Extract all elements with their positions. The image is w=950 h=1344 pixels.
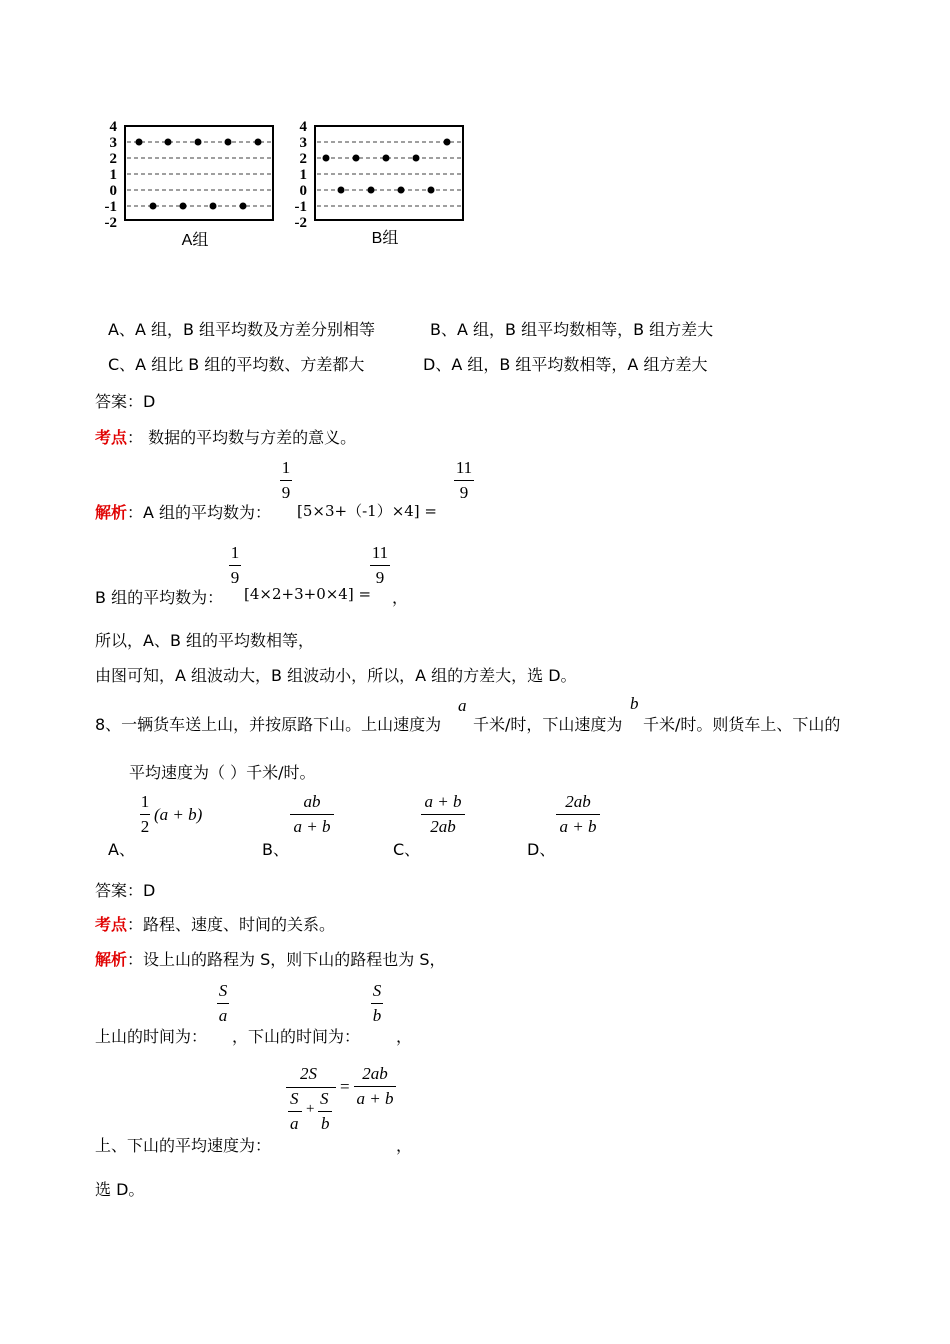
q8-avg-num: 2S	[300, 1064, 317, 1083]
data-point	[413, 155, 420, 162]
q8-avg-sub-bar2	[318, 1111, 332, 1112]
q7-frac-1-9-b: 1 9	[230, 543, 240, 587]
y-tick-label: 4	[109, 119, 117, 135]
q7-line3: 所以，A、B 组的平均数相等，	[95, 631, 315, 650]
kaodian-text: ： 数据的平均数与方差的意义。	[127, 428, 357, 447]
data-point	[383, 155, 390, 162]
y-tick-label: 1	[109, 167, 117, 183]
q7-option-b: B、A 组，B 组平均数相等，B 组方差大	[430, 320, 714, 339]
kaodian-label: 考点	[95, 428, 128, 447]
q8-option-c-label: C、	[393, 840, 421, 859]
q8-avg-comma: ，	[396, 1136, 413, 1155]
q8-stem-end: 千米/时。则货车上、下山的	[643, 715, 841, 734]
q8-stem-mid: 千米/时，下山速度为	[473, 715, 623, 734]
q7-expr-b: [4×2+3+0×4] =	[244, 585, 372, 603]
q8-avg-label: 上、下山的平均速度为：	[95, 1136, 272, 1155]
data-point	[136, 139, 143, 146]
y-tick-label: -1	[104, 199, 117, 215]
data-point	[150, 203, 157, 210]
y-tick-label: 2	[299, 151, 307, 167]
q8-jiexi	[95, 947, 446, 970]
q7-answer: 答案：D	[95, 392, 156, 411]
data-point	[225, 139, 232, 146]
q8-avg-a: a	[290, 1114, 299, 1133]
q8-option-b-frac: ab a + b	[290, 792, 334, 837]
q8-down-time-frac: S b	[372, 981, 382, 1025]
jiexi-text: ：设上山的路程为 S，则下山的路程也为 S，	[127, 950, 446, 969]
q8-option-d-label: D、	[527, 840, 556, 859]
q8-option-b-label: B、	[262, 840, 289, 859]
data-point	[428, 187, 435, 194]
data-point	[165, 139, 172, 146]
q8-up-time-label: 上山的时间为：	[95, 1027, 208, 1046]
data-point	[353, 155, 360, 162]
data-point	[444, 139, 451, 146]
q7-frac-1-9-a: 1 9	[281, 458, 291, 502]
data-point	[180, 203, 187, 210]
chart-a-title: A组	[181, 232, 209, 249]
y-tick-label: -2	[294, 215, 307, 231]
q7-line4: 由图可知，A 组波动大，B 组波动小，所以，A 组的方差大，选 D。	[95, 666, 577, 685]
y-tick-label: 3	[109, 135, 117, 151]
data-point	[240, 203, 247, 210]
y-tick-label: -1	[294, 199, 307, 215]
y-tick-label: 1	[299, 167, 307, 183]
q8-var-a: a	[458, 696, 467, 715]
q8-avg-plus: +	[306, 1101, 315, 1117]
q7-option-a: A、A 组，B 组平均数及方差分别相等	[108, 320, 376, 339]
q8-avg-b: b	[321, 1114, 330, 1133]
q8-option-d-frac: 2ab a + b	[556, 792, 600, 837]
y-tick-label: 0	[299, 183, 307, 199]
jiexi-label: 解析	[95, 950, 128, 969]
q8-down-time-label: ，下山的时间为：	[232, 1027, 361, 1046]
q8-avg-result: 2ab a + b	[354, 1064, 396, 1109]
q7-option-c: C、A 组比 B 组的平均数、方差都大	[108, 355, 365, 374]
q7-result-a: 11 9	[455, 458, 473, 502]
q8-kaodian	[95, 912, 335, 935]
q8-option-a-expr: (a + b)	[154, 805, 203, 824]
q7-line2-suffix: ，	[392, 588, 409, 607]
q8-option-c-frac: a + b 2ab	[421, 792, 465, 837]
q8-avg-s2: S	[320, 1089, 329, 1108]
kaodian-label: 考点	[95, 915, 128, 934]
q7-jiexi-line1	[95, 500, 271, 523]
q8-option-a-frac: 1 2	[140, 792, 150, 836]
data-point	[338, 187, 345, 194]
data-point	[368, 187, 375, 194]
y-tick-label: -2	[104, 215, 117, 231]
q7-kaodian	[95, 425, 356, 448]
q8-option-a-label: A、	[108, 840, 135, 859]
q8-answer: 答案：D	[95, 881, 156, 900]
q7-option-d: D、A 组，B 组平均数相等，A 组方差大	[423, 355, 708, 374]
data-point	[255, 139, 262, 146]
data-point	[195, 139, 202, 146]
q7-line2: B 组的平均数为：	[95, 588, 224, 607]
jiexi-prefix: ：A 组的平均数为：	[127, 503, 272, 522]
q8-stem-line2: 平均速度为（ ）千米/时。	[129, 763, 316, 782]
data-point	[210, 203, 217, 210]
y-tick-label: 0	[109, 183, 117, 199]
q8-times-comma: ，	[396, 1027, 413, 1046]
q8-avg-eq: =	[340, 1077, 350, 1096]
data-point	[398, 187, 405, 194]
q7-expr-a: [5×3+（-1）×4] =	[297, 502, 437, 520]
q7-result-b: 11 9	[371, 543, 389, 587]
y-tick-label: 2	[109, 151, 117, 167]
chart-b-title: B组	[371, 230, 399, 247]
y-tick-label: 3	[299, 135, 307, 151]
q8-stem-line1: 8、一辆货车送上山，并按原路下山。上山速度为	[95, 715, 442, 734]
q8-select: 选 D。	[95, 1180, 145, 1199]
q8-avg-s1: S	[290, 1089, 299, 1108]
y-tick-label: 4	[299, 119, 307, 135]
q8-avg-sub-bar1	[288, 1111, 302, 1112]
q8-var-b: b	[630, 694, 639, 713]
chart-a-group	[95, 110, 285, 255]
q8-avg-main-bar	[286, 1087, 336, 1088]
chart-b-group	[285, 110, 475, 255]
q8-up-time-frac: S a	[218, 981, 228, 1025]
jiexi-label: 解析	[95, 503, 128, 522]
kaodian-text: ：路程、速度、时间的关系。	[127, 915, 336, 934]
data-point	[323, 155, 330, 162]
